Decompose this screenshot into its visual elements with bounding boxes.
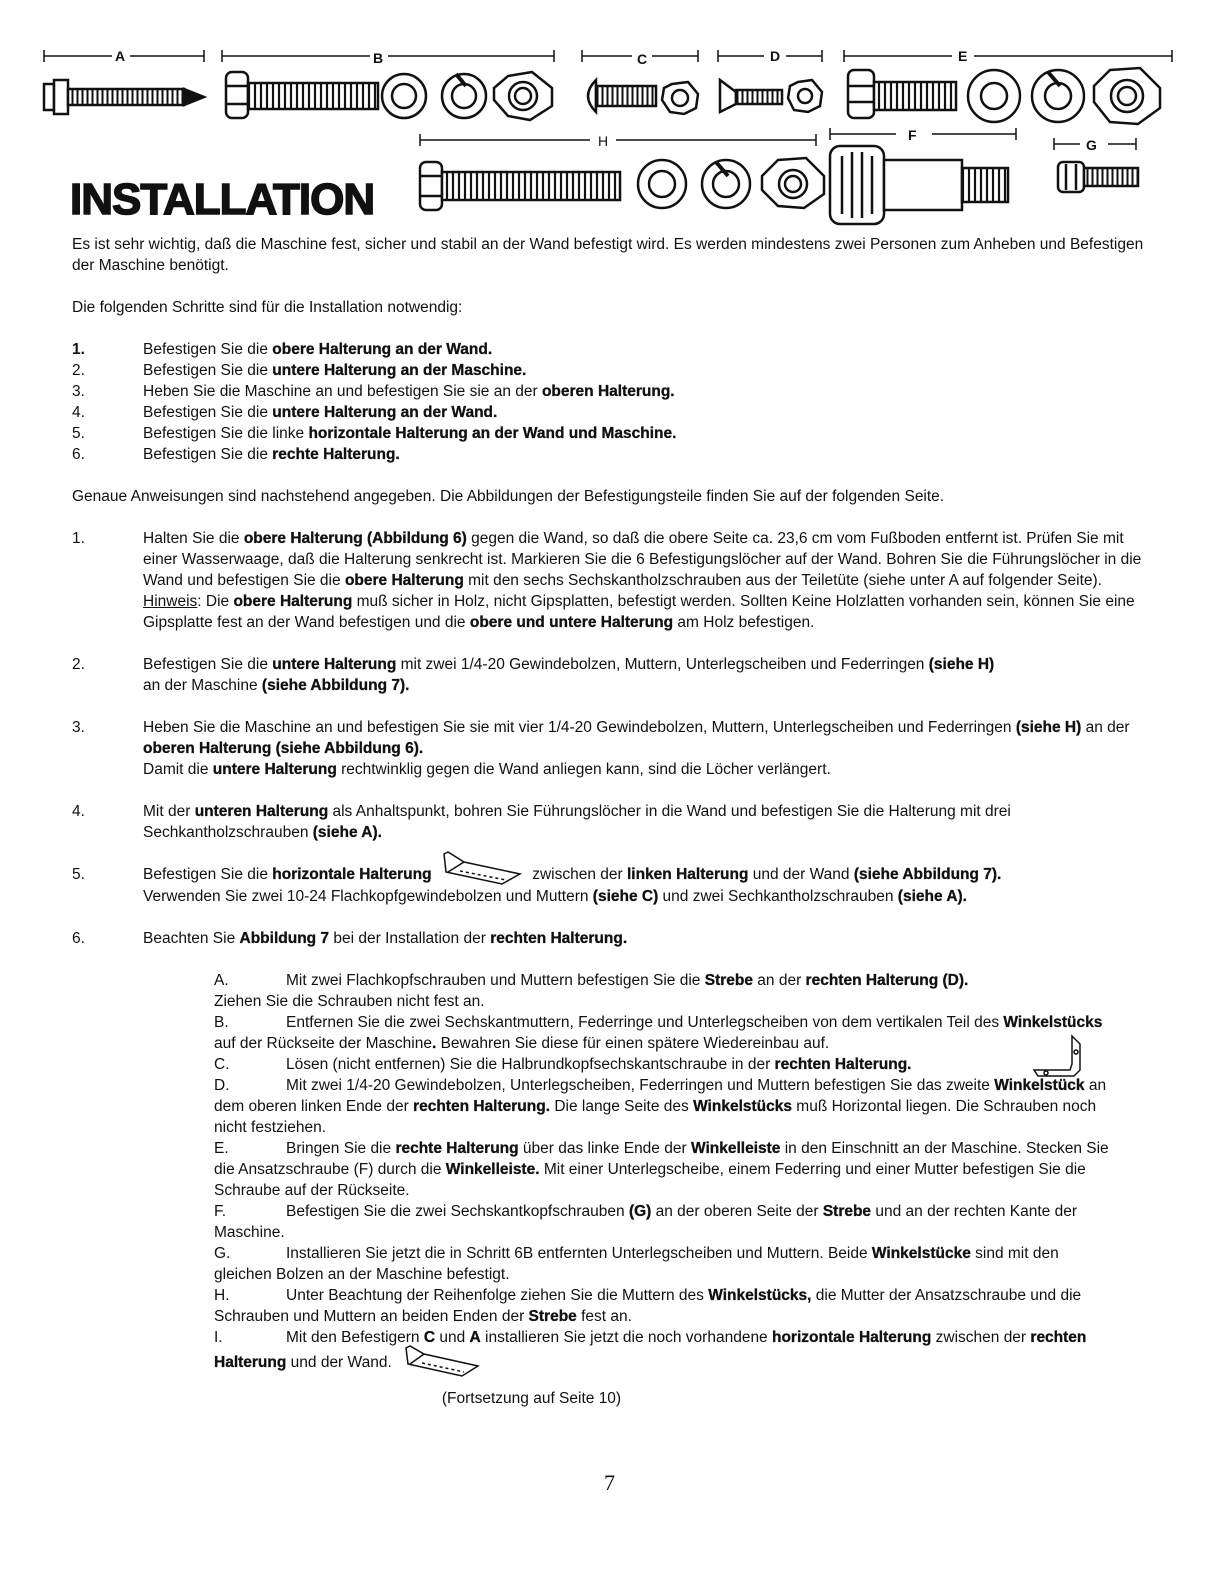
horizontal-bracket-icon xyxy=(440,850,524,886)
bold-text: rechten Halterung. xyxy=(490,930,628,947)
instructions-body xyxy=(72,234,1152,1409)
note-label: Hinweis xyxy=(143,593,198,610)
intro-paragraph: Es ist sehr wichtig, daß die Maschine fest, sicher und stabil an der Wand befestigt wird. Es werden mindestens zwei Personen zum Anheben und Befestigen der Maschine benötigt. xyxy=(72,236,1144,274)
continuation-note xyxy=(0,1388,1219,1409)
substep-d xyxy=(214,1075,1114,1138)
substep-f xyxy=(214,1201,1114,1243)
text: rechtwinklig gegen die Wand anliegen kann, sind die Löcher verlängert. xyxy=(336,761,831,778)
text: Bewahren Sie diese für einen spätere Wiedereinbau auf. xyxy=(436,1035,830,1052)
page-title: INSTALLATION xyxy=(70,175,375,224)
text: am Holz befestigen. xyxy=(673,614,815,631)
bold-text: obere und untere Halterung xyxy=(469,614,674,631)
label-part-f: F xyxy=(908,127,917,143)
text: fest an. xyxy=(576,1308,632,1325)
label-part-d: D xyxy=(770,48,781,64)
text: Verwenden Sie zwei 10-24 Flachkopfgewindebolzen und Muttern xyxy=(143,888,593,905)
substep-i xyxy=(214,1327,1114,1378)
bold-text: (siehe C) xyxy=(592,888,659,905)
substep-b xyxy=(214,1012,1114,1054)
text: und an der rechten Kante der Maschine. xyxy=(214,1203,1078,1241)
text: Beachten Sie xyxy=(143,930,240,947)
step-num: 4. xyxy=(72,803,85,820)
text: installieren Sie jetzt die noch vorhandene xyxy=(480,1329,772,1346)
text: Mit zwei 1/4-20 Gewindebolzen, Unterlegscheiben, Federringen und Muttern befestigen Sie das zweite xyxy=(286,1077,995,1094)
summary-item xyxy=(72,444,1152,465)
bold-text: Winkelstücke xyxy=(871,1245,971,1262)
summary-num: 4. xyxy=(72,404,85,421)
summary-list xyxy=(72,339,1152,465)
substep-letter: C. xyxy=(214,1056,230,1073)
bold-text: horizontale Halterung xyxy=(272,866,432,884)
summary-text: Heben Sie die Maschine an und befestigen Sie sie an der xyxy=(143,383,542,400)
angle-bracket-icon xyxy=(1032,1032,1090,1078)
text: Befestigen Sie die xyxy=(143,866,273,884)
summary-bold: oberen Halterung. xyxy=(541,383,675,400)
part-d-screw-set xyxy=(720,80,822,112)
continuation-text: (Fortsetzung auf Seite 10) xyxy=(441,1390,622,1407)
text: Halten Sie die xyxy=(143,530,244,547)
part-e-bolt-set xyxy=(848,68,1160,124)
label-part-g: G xyxy=(1086,137,1097,153)
summary-text: Befestigen Sie die xyxy=(143,446,273,463)
bold-text: Winkelstücks xyxy=(693,1098,792,1115)
details-intro: Genaue Anweisungen sind nachstehend angegeben. Die Abbildungen der Befestigungsteile finden Sie auf der folgenden Seite. xyxy=(72,488,945,505)
text: auf der Rückseite der Maschine xyxy=(214,1035,432,1052)
text: an der Maschine xyxy=(143,677,262,694)
substep-letter: H. xyxy=(214,1287,230,1304)
step-5 xyxy=(72,864,1152,907)
substep-h xyxy=(214,1285,1114,1327)
summary-item xyxy=(72,360,1152,381)
text: Mit einer Unterlegscheibe, einem Federring und einer Mutter befestigen Sie die Schraube auf der Rückseite. xyxy=(214,1161,1086,1199)
bold-text: Strebe xyxy=(704,972,753,989)
summary-num: 3. xyxy=(72,383,85,400)
summary-item xyxy=(72,339,1152,360)
text: als Anhaltspunkt, bohren Sie Führungslöcher in die Wand und befestigen Sie die Halterung mit drei Sechkantholzschrauben xyxy=(143,803,1011,841)
text: Entfernen Sie die zwei Sechskantmuttern, Federringe und Unterlegscheiben von dem vertikalen Teil des xyxy=(286,1014,1004,1031)
summary-bold: rechte Halterung. xyxy=(272,446,400,463)
label-part-a: A xyxy=(115,48,126,64)
bold-text: unteren Halterung xyxy=(194,803,329,820)
bold-text: obere Halterung xyxy=(233,593,353,610)
bold-text: linken Halterung xyxy=(626,866,749,884)
summary-num: 5. xyxy=(72,425,85,442)
summary-text: Befestigen Sie die xyxy=(143,404,273,421)
text: Mit der xyxy=(143,803,195,820)
text: die Mutter der Ansatzschraube und die Schrauben und Muttern an beiden Enden der xyxy=(214,1287,1082,1325)
part-c-bolt-set xyxy=(588,80,698,114)
text: Befestigen Sie die xyxy=(143,656,273,673)
text: Befestigen Sie die zwei Sechskantkopfschrauben xyxy=(286,1203,629,1220)
summary-num: 6. xyxy=(72,446,85,463)
text: : Die xyxy=(197,593,234,610)
text: und der Wand. xyxy=(286,1354,392,1372)
bold-text: horizontale Halterung xyxy=(772,1329,932,1346)
step-num: 5. xyxy=(72,866,85,883)
bold-text: rechten Halterung (D). xyxy=(805,972,969,989)
bold-text: (siehe Abbildung 7). xyxy=(853,866,1002,884)
text: und xyxy=(435,1329,470,1346)
text: an der oberen Seite der xyxy=(651,1203,823,1220)
label-part-b: B xyxy=(373,50,384,66)
substep-g xyxy=(214,1243,1114,1285)
substep-letter: E. xyxy=(214,1140,229,1157)
summary-item xyxy=(72,423,1152,444)
bold-text: Winkelleiste. xyxy=(445,1161,540,1178)
text: zwischen der xyxy=(931,1329,1031,1346)
substep-letter: G. xyxy=(214,1245,231,1262)
text: und zwei Sechkantholzschrauben xyxy=(658,888,898,905)
bold-text: . xyxy=(431,1035,437,1052)
bold-text: (siehe Abbildung 7). xyxy=(261,677,410,694)
text: in den Einschnitt an der Maschine. Stecken Sie die Ansatzschraube (F) durch die xyxy=(214,1140,1109,1178)
label-part-c: C xyxy=(637,51,648,67)
bold-text: Abbildung 7 xyxy=(239,930,330,947)
text: an dem oberen linken Ende der xyxy=(214,1077,1107,1115)
text: mit zwei 1/4-20 Gewindebolzen, Muttern, Unterlegscheiben und Federringen xyxy=(396,656,929,673)
step-6 xyxy=(72,928,1152,949)
summary-text: Befestigen Sie die xyxy=(143,341,273,358)
text: muß Horizontal liegen. Die Schrauben noch nicht festziehen. xyxy=(214,1098,1097,1136)
text: Installieren Sie jetzt die in Schritt 6B entfernten Unterlegscheiben und Muttern. Beide xyxy=(286,1245,872,1262)
summary-bold: untere Halterung an der Wand. xyxy=(272,404,498,421)
summary-text: Befestigen Sie die linke xyxy=(143,425,309,442)
bold-text: (siehe H) xyxy=(928,656,995,673)
page-number: 7 xyxy=(604,1470,615,1495)
text: zwischen der xyxy=(532,866,627,884)
text: Mit den Befestigern xyxy=(286,1329,424,1346)
bold-text: Winkelstück xyxy=(994,1077,1085,1094)
text: sind mit den gleichen Bolzen an der Maschine befestigt. xyxy=(214,1245,1059,1283)
summary-item xyxy=(72,402,1152,423)
step-num: 1. xyxy=(72,530,85,547)
text: Bringen Sie die xyxy=(286,1140,396,1157)
bold-text: C xyxy=(423,1329,436,1346)
text: Unter Beachtung der Reihenfolge ziehen Sie die Muttern des xyxy=(286,1287,709,1304)
summary-bold: horizontale Halterung an der Wand und Maschine. xyxy=(308,425,677,442)
text: bei der Installation der xyxy=(329,930,491,947)
step-4 xyxy=(72,801,1152,843)
text: Mit zwei Flachkopfschrauben und Muttern befestigen Sie die xyxy=(286,972,705,989)
bold-text: untere Halterung xyxy=(212,761,337,778)
substep-a xyxy=(214,970,1114,1012)
part-f-shoulder-bolt xyxy=(830,146,1008,224)
step-2 xyxy=(72,654,1152,696)
part-h-bolt-set xyxy=(420,158,824,210)
substep-letter: F. xyxy=(214,1203,227,1220)
bold-text: obere Halterung xyxy=(344,572,464,589)
bold-text: A xyxy=(469,1329,481,1346)
substep-letter: D. xyxy=(214,1077,230,1094)
substeps xyxy=(214,970,1114,1378)
text: Lösen (nicht entfernen) Sie die Halbrundkopfsechskantschraube in der xyxy=(286,1056,775,1073)
bold-text: (G) xyxy=(628,1203,652,1220)
bold-text: obere Halterung (Abbildung 6) xyxy=(243,530,467,547)
text: muß sicher in Holz, nicht Gipsplatten, befestigt werden. Sollten Keine Holzlatten vorhanden sein, können Sie eine Gipsplatte fest an der Wand befestigen und die xyxy=(143,593,1135,631)
text: Ziehen Sie die Schrauben nicht fest an. xyxy=(214,993,485,1010)
summary-bold: untere Halterung an der Maschine. xyxy=(272,362,527,379)
substep-c xyxy=(214,1054,1114,1075)
text: Die lange Seite des xyxy=(550,1098,694,1115)
substep-letter: I. xyxy=(214,1329,223,1346)
bold-text: rechten Halterung. xyxy=(413,1098,551,1115)
text: gegen die Wand, so daß die obere Seite ca. 23,6 cm vom Fußboden entfernt ist. Prüfen Sie mit einer Wasserwaage, daß die Halterung senkrecht ist. Markieren Sie die 6 Befestigungslöcher auf der Wand. Bohren Sie die Führungslöcher in die Wand und befestigen Sie die xyxy=(143,530,1142,589)
text: Damit die xyxy=(143,761,213,778)
bold-text: (siehe A). xyxy=(897,888,967,905)
part-b-bolt-set xyxy=(226,72,552,120)
steps-intro: Die folgenden Schritte sind für die Installation notwendig: xyxy=(72,299,463,316)
step-1 xyxy=(72,528,1152,633)
bold-text: Winkelleiste xyxy=(690,1140,781,1157)
step-num: 6. xyxy=(72,930,85,947)
bold-text: Strebe xyxy=(822,1203,872,1220)
bold-text: rechten Halterung. xyxy=(774,1056,912,1073)
bold-text: untere Halterung xyxy=(272,656,397,673)
substep-letter: B. xyxy=(214,1014,229,1031)
step-num: 3. xyxy=(72,719,85,736)
part-g-cap-screw xyxy=(1058,162,1138,192)
bold-text: rechten Halterung xyxy=(214,1329,1087,1372)
text: mit den sechs Sechskantholzschrauben aus der Teiletüte (siehe unter A auf folgender Seite). xyxy=(463,572,1102,589)
label-part-h: H xyxy=(598,133,609,149)
text: und der Wand xyxy=(748,866,854,884)
bold-text: (siehe H) xyxy=(1015,719,1082,736)
summary-text: Befestigen Sie die xyxy=(143,362,273,379)
bold-text: Strebe xyxy=(528,1308,577,1325)
part-a-lag-screw xyxy=(44,80,204,114)
text: über das linke Ende der xyxy=(518,1140,691,1157)
bold-text: Winkelstücks xyxy=(1003,1014,1103,1031)
bold-text: rechte Halterung xyxy=(395,1140,519,1157)
step-num: 2. xyxy=(72,656,85,673)
summary-bold: obere Halterung an der Wand. xyxy=(272,341,493,358)
step-3 xyxy=(72,717,1152,780)
text: Heben Sie die Maschine an und befestigen Sie sie mit vier 1/4-20 Gewindebolzen, Muttern, Unterlegscheiben und Federringen xyxy=(143,719,1016,736)
summary-item xyxy=(72,381,1152,402)
bold-text: (siehe A). xyxy=(312,824,382,841)
label-part-e: E xyxy=(958,48,968,64)
summary-num: 1. xyxy=(72,341,85,358)
text: an der xyxy=(752,972,806,989)
horizontal-bracket-icon xyxy=(402,1344,482,1378)
substep-e xyxy=(214,1138,1114,1201)
text: an der xyxy=(1081,719,1130,736)
bold-text: Winkelstücks, xyxy=(708,1287,812,1304)
summary-num: 2. xyxy=(72,362,85,379)
bold-text: oberen Halterung (siehe Abbildung 6). xyxy=(143,740,424,757)
substep-letter: A. xyxy=(214,972,229,989)
